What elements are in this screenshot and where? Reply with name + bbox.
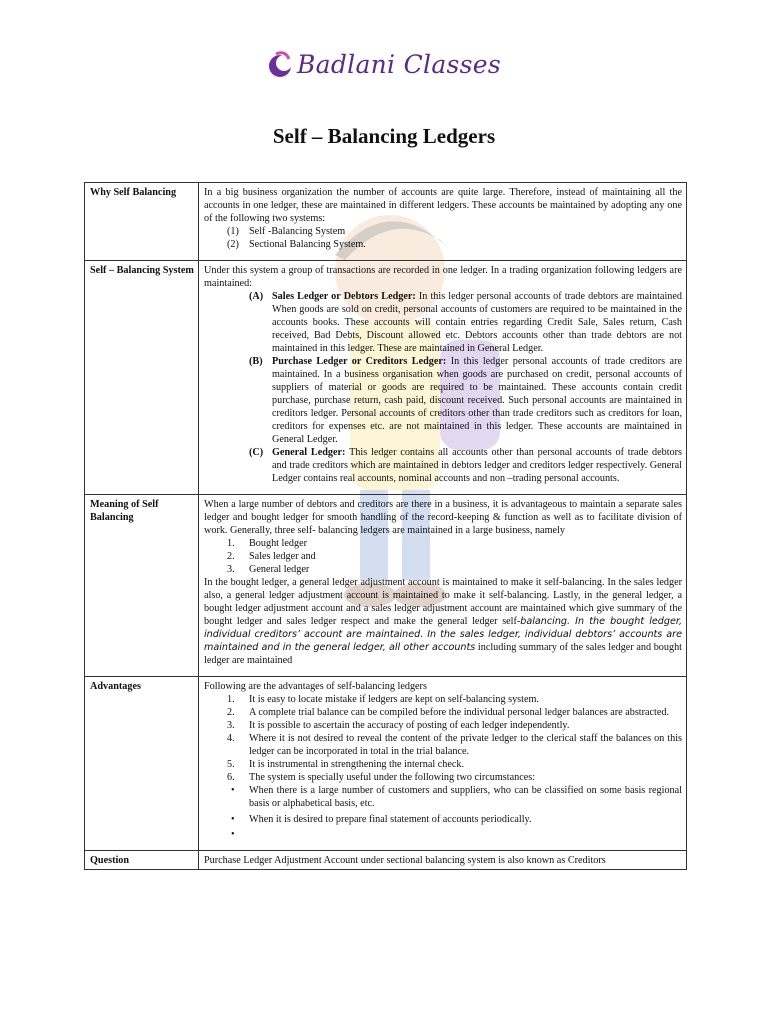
paragraph-text: In the bought ledger, a general ledger adjustment account is maintained to make it self-balancing. In the sales ledger also, a general ledger adjustment account is maintained to make it self-balancing. Lastly, in the general ledger, a bought ledger adjustment account and a sales ledger adjustment account are maintained which give summary of the bought ledger and sales ledger respect and make the general ledger self- bbox=[204, 577, 682, 627]
item-text: It is instrumental in strengthening the internal check. bbox=[249, 759, 465, 770]
row-content bbox=[199, 261, 687, 495]
paragraph bbox=[204, 576, 682, 667]
item-number: 3. bbox=[227, 564, 235, 575]
ledger-table bbox=[84, 182, 687, 870]
row-content bbox=[199, 183, 687, 261]
item-text: General ledger bbox=[249, 564, 310, 575]
item-number: (B) bbox=[249, 356, 263, 367]
item-text: It is possible to ascertain the accuracy of posting of each ledger independently. bbox=[249, 720, 570, 731]
list-item bbox=[204, 706, 682, 719]
list-item bbox=[204, 537, 682, 550]
item-number: 1. bbox=[227, 694, 235, 705]
brand-name: Badlani Classes bbox=[296, 50, 502, 79]
advantages-list bbox=[204, 693, 682, 784]
row-heading: Self – Balancing System bbox=[85, 261, 199, 495]
row-content: Purchase Ledger Adjustment Account under sectional balancing system is also known as Creditors bbox=[199, 851, 687, 870]
item-heading: General Ledger: bbox=[272, 447, 346, 458]
item-number: (A) bbox=[249, 291, 264, 302]
row-content bbox=[199, 495, 687, 677]
table-row bbox=[85, 495, 687, 677]
bullet-icon: • bbox=[231, 785, 235, 796]
item-number: (1) bbox=[227, 226, 239, 237]
item-heading: Purchase Ledger or Creditors Ledger: bbox=[272, 356, 447, 367]
item-text: When it is desired to prepare final statement of accounts periodically. bbox=[249, 814, 532, 825]
ledger-types-list bbox=[204, 290, 682, 485]
row-heading: Advantages bbox=[85, 677, 199, 851]
item-text: In this ledger personal accounts of trade debtors are maintained When goods are sold on credit, personal accounts of customers are required to be maintained in the accounts books. These accounts will contain entries regarding Credit Sale, Sales return, Cash received, Bad Debts, Discount allowed etc. Debtors accounts other than trade debtors are not maintained in this ledger. These are maintained in General Ledger. bbox=[272, 291, 682, 354]
item-number: 1. bbox=[227, 538, 235, 549]
item-number: 5. bbox=[227, 759, 235, 770]
list-item bbox=[204, 563, 682, 576]
list-item bbox=[204, 758, 682, 771]
table-row bbox=[85, 677, 687, 851]
row-heading: Question bbox=[85, 851, 199, 870]
item-text: The system is specially useful under the following two circumstances: bbox=[249, 772, 536, 783]
list-item bbox=[204, 446, 682, 485]
brand-logo bbox=[0, 50, 768, 84]
row-heading: Meaning of Self Balancing bbox=[85, 495, 199, 677]
list-item bbox=[204, 771, 682, 784]
item-text: When there is a large number of customers and suppliers, who can be classified on some basis regional basis or alphabetical basis, etc. bbox=[249, 785, 682, 809]
list-item bbox=[204, 355, 682, 446]
page-title: Self – Balancing Ledgers bbox=[272, 124, 496, 148]
item-number: 2. bbox=[227, 551, 235, 562]
row-heading: Why Self Balancing bbox=[85, 183, 199, 261]
intro-text: Under this system a group of transactions are recorded in one ledger. In a trading organization following ledgers are maintained: bbox=[204, 265, 682, 289]
item-number: 3. bbox=[227, 720, 235, 731]
intro-text: In a big business organization the number of accounts are quite large. Therefore, instead of maintaining all the accounts in one ledger, these are maintained in different ledgers. These accounts be maintained by adopting any one of the following two systems: bbox=[204, 187, 682, 224]
list-item bbox=[204, 238, 682, 251]
item-number: 6. bbox=[227, 772, 235, 783]
list-item bbox=[204, 225, 682, 238]
list-item bbox=[204, 290, 682, 355]
item-text: Sectional Balancing System. bbox=[249, 239, 366, 250]
item-text: Sales ledger and bbox=[249, 551, 316, 562]
item-text: In this ledger personal accounts of trade creditors are maintained. In a business organisation when goods are purchased on credit, personal accounts of suppliers of material or goods are required to be maintained. These accounts contain credit purchase, purchase return, cash paid, discount received. Such personal accounts are maintained in creditors ledger. Personal accounts of creditors other than trade creditors such as creditors for loan, creditors for expenses etc. are not maintained in this ledger. These accounts are maintained in General Ledger. bbox=[272, 356, 682, 445]
row-content bbox=[199, 677, 687, 851]
item-heading: Sales Ledger or Debtors Ledger: bbox=[272, 291, 416, 302]
item-text: Self -Balancing System bbox=[249, 226, 346, 237]
intro-text: When a large number of debtors and creditors are there in a business, it is advantageous to maintain a separate sales ledger and bought ledger for smooth handling of the record-keeping & function as well as to facilitate division of work. Generally, three self- balancing ledgers are maintained in a large business, namely bbox=[204, 499, 682, 536]
bullet-icon: • bbox=[231, 814, 235, 825]
item-number: (2) bbox=[227, 239, 239, 250]
system-list bbox=[204, 225, 682, 251]
paragraph-tail: including summary of the sales ledger and bought ledger are maintained bbox=[204, 642, 682, 666]
table-row bbox=[85, 851, 687, 870]
item-number: (C) bbox=[249, 447, 264, 458]
paragraph-cursive: balancing. In the bought ledger, individual creditors’ account are maintained. In the sales ledger, individual debtors’ accounts are maintained and in the general ledger, all other accounts bbox=[204, 616, 682, 653]
list-item bbox=[204, 828, 682, 841]
table-row bbox=[85, 261, 687, 495]
list-item bbox=[204, 550, 682, 563]
list-item bbox=[204, 784, 682, 810]
list-item bbox=[204, 732, 682, 758]
list-item bbox=[204, 719, 682, 732]
item-text: This ledger contains all accounts other than personal accounts of trade debtors and trade creditors which are maintained in debtors ledger and creditors ledger respectively. General Ledger contains real accounts, nominal accounts and non –trading personal accounts. bbox=[272, 447, 682, 484]
item-text: Bought ledger bbox=[249, 538, 308, 549]
list-item bbox=[204, 693, 682, 706]
item-text: Where it is not desired to reveal the content of the private ledger to the clerical staff the balances on this ledger can be incorporated in total in the trial balance. bbox=[249, 733, 682, 757]
list-item bbox=[204, 813, 682, 826]
logo-swirl-icon bbox=[267, 51, 293, 79]
item-number: 2. bbox=[227, 707, 235, 718]
item-text: A complete trial balance can be compiled before the individual personal ledger balances are abstracted. bbox=[249, 707, 670, 718]
circumstances-list bbox=[204, 784, 682, 841]
item-number: 4. bbox=[227, 733, 235, 744]
bullet-icon: • bbox=[231, 829, 235, 840]
intro-text: Following are the advantages of self-balancing ledgers bbox=[204, 681, 427, 692]
ledgers-list bbox=[204, 537, 682, 576]
table-row bbox=[85, 183, 687, 261]
item-text: It is easy to locate mistake if ledgers are kept on self-balancing system. bbox=[249, 694, 539, 705]
